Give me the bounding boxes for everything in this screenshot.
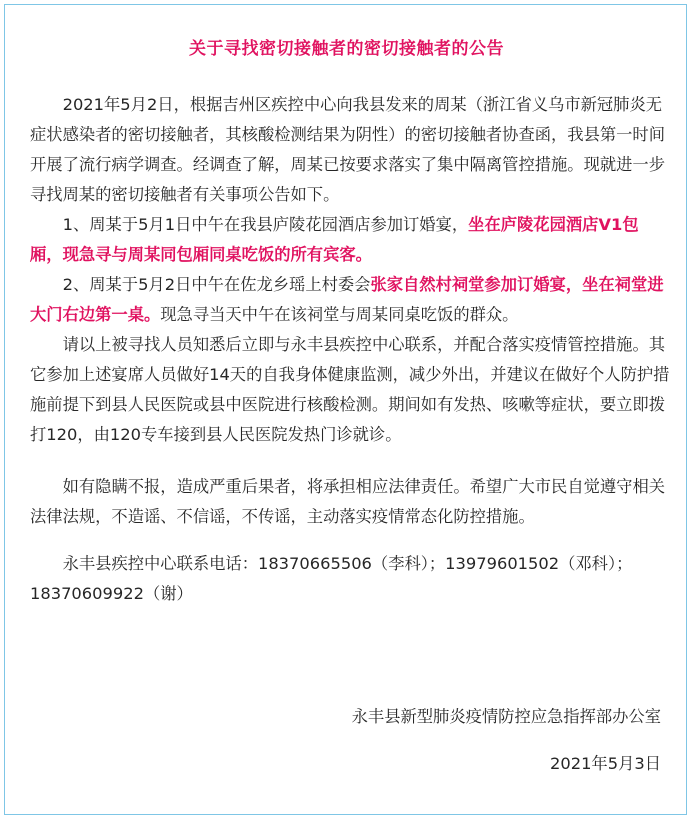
item-2-highlight: 张家自然村祠堂参加订婚宴，坐在祠堂进大门右边第一桌。 — [30, 275, 664, 324]
item-2-text: 2、周某于5月2日中午在佐龙乡瑶上村委会 — [62, 275, 371, 294]
instructions-paragraph: 请以上被寻找人员知悉后立即与永丰县疾控中心联系，并配合落实疫情管控措施。其它参加上述宴席人员做好14天的自我身体健康监测，减少外出，并建议在做好个人防护措施前提下到县人民医院或县中医院进行核酸检测。期间如有发热、咳嗽等症状，要立即拨打120，由120专车接到县人民医院发热门诊就诊。 — [30, 335, 670, 444]
contact-paragraph: 永丰县疾控中心联系电话：18370665506（李科）；13979601502（邓科）；18370609922（谢） — [30, 554, 633, 603]
item-2-paragraph — [30, 270, 670, 330]
issue-date: 2021年5月3日 — [550, 754, 661, 773]
item-1-paragraph — [30, 210, 670, 270]
notice-body — [30, 90, 670, 609]
issuer-signature: 永丰县新型肺炎疫情防控应急指挥部办公室 — [351, 707, 661, 726]
notice-title: 关于寻找密切接触者的密切接触者的公告 — [189, 39, 504, 59]
warning-paragraph: 如有隐瞒不报，造成严重后果者，将承担相应法律责任。希望广大市民自觉遵守相关法律法规，不造谣、不信谣，不传谣，主动落实疫情常态化防控措施。 — [30, 477, 666, 526]
item-1-text: 1、周某于5月1日中午在我县庐陵花园酒店参加订婚宴， — [62, 215, 469, 234]
item-1-highlight: 坐在庐陵花园酒店V1包厢，现急寻与周某同包厢同桌吃饭的所有宾客。 — [30, 215, 639, 264]
item-2-text-tail: 现急寻当天中午在该祠堂与周某同桌吃饭的群众。 — [160, 305, 519, 324]
intro-paragraph: 2021年5月2日，根据吉州区疾控中心向我县发来的周某（浙江省义乌市新冠肺炎无症状感染者的密切接触者，其核酸检测结果为阴性）的密切接触者协查函，我县第一时间开展了流行病学调查。经调查了解，周某已按要求落实了集中隔离管控措施。现就进一步寻找周某的密切接触者有关事项公告如下。 — [30, 95, 665, 204]
